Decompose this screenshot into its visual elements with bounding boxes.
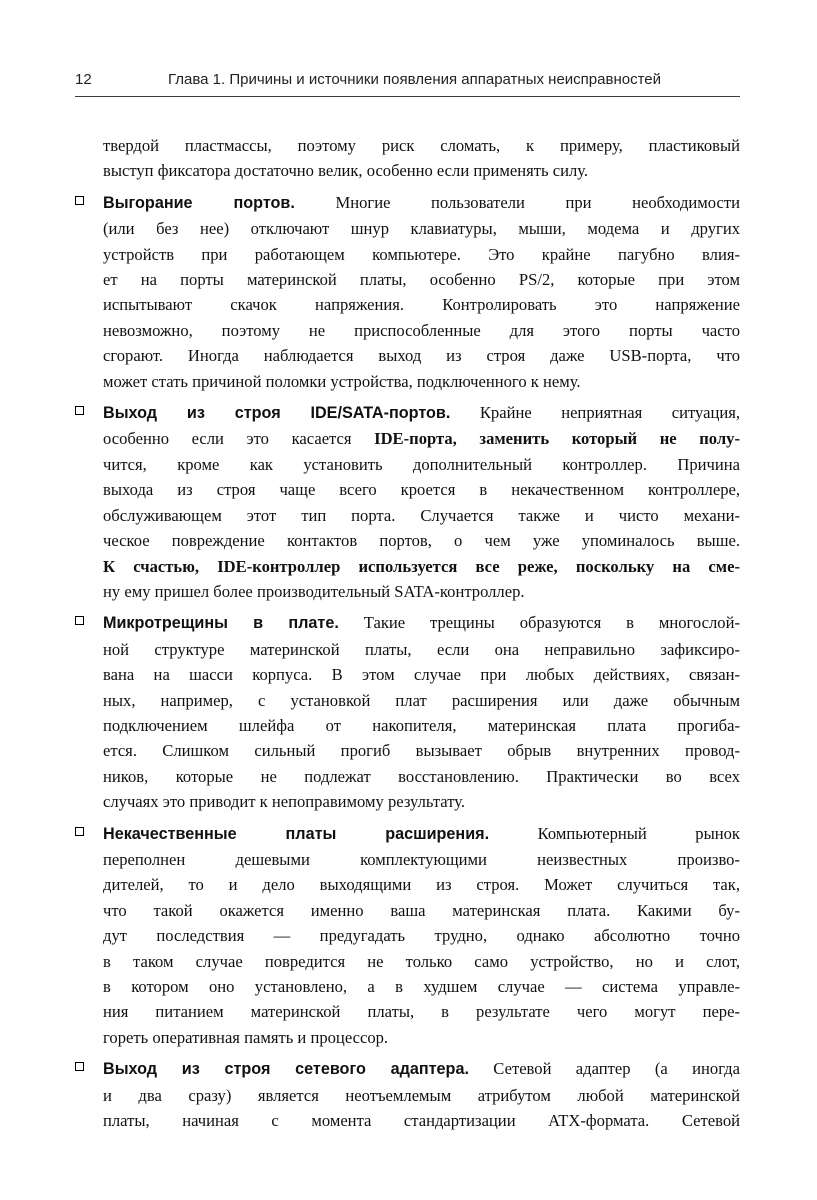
text-line <box>103 503 740 528</box>
text-run: (или без нее) отключают шнур клавиатуры, мыши, модема и других <box>103 219 740 239</box>
text-run: IDE-порта, заменить который не полу- <box>374 429 740 449</box>
text-line <box>103 579 740 604</box>
text-run: Крайне неприятная ситуация, <box>450 403 740 423</box>
text-run: ну ему пришел более производительный SATA-контроллер. <box>103 581 525 601</box>
item-title: Выход из строя сетевого адаптера. <box>103 1060 469 1079</box>
text-line <box>103 343 740 368</box>
text-run: и два сразу) является неотъемлемым атрибутом любой материнской <box>103 1085 740 1105</box>
text-run: подключением шлейфа от накопителя, материнская плата прогиба- <box>103 715 740 735</box>
text-line <box>103 637 740 662</box>
text-line <box>103 847 740 872</box>
text-line <box>103 292 740 317</box>
chapter-title: Глава 1. Причины и источники появления аппаратных неисправностей <box>168 71 661 88</box>
text-run: гореть оперативная память и процессор. <box>103 1027 389 1047</box>
text-line <box>103 949 740 974</box>
text-line <box>103 898 740 923</box>
list-item <box>103 190 740 394</box>
text-line <box>103 610 740 636</box>
text-run: ческое повреждение контактов портов, о чем уже упоминалось выше. <box>103 531 740 551</box>
text-run: обслуживающем этот тип порта. Случается также и чисто механи- <box>103 505 740 525</box>
paragraph-continuation <box>103 133 740 184</box>
text-line <box>103 318 740 343</box>
bullet-square-icon <box>75 406 84 415</box>
text-run: в таком случае повредится не только само устройство, но и слот, <box>103 951 740 971</box>
content <box>103 133 740 1139</box>
text-line <box>103 528 740 553</box>
bullet-square-icon <box>75 196 84 205</box>
list-item <box>103 821 740 1051</box>
list-item <box>103 1056 740 1133</box>
item-title: Некачественные платы расширения. <box>103 824 490 843</box>
text-run: выхода из строя чаще всего кроется в некачественном контроллере, <box>103 480 740 500</box>
text-run: устройств при работающем компьютере. Это крайне пагубно влия- <box>103 244 740 264</box>
text-line <box>103 554 740 579</box>
text-line <box>103 923 740 948</box>
text-run: твердой пластмассы, поэтому риск сломать, к примеру, пластиковый <box>103 136 740 155</box>
item-title: Выход из строя IDE/SATA-портов. <box>103 404 451 423</box>
list-item <box>103 610 740 814</box>
text-line <box>103 662 740 687</box>
text-run: сгорают. Иногда наблюдается выход из строя даже USB-порта, что <box>103 346 740 366</box>
text-run: ния питанием материнской платы, в результате чего могут пере- <box>103 1002 740 1022</box>
text-run: платы, начиная с момента стандартизации ATX-формата. Сетевой <box>103 1111 740 1131</box>
text-run: ет на порты материнской платы, особенно PS/2, которые при этом <box>103 270 740 290</box>
text-run: может стать причиной поломки устройства, подключенного к нему. <box>103 371 581 391</box>
text-run: ной структуре материнской платы, если она неправильно зафиксиро- <box>103 639 740 659</box>
item-title: Микротрещины в плате. <box>103 614 339 633</box>
text-run: Компьютерный рынок <box>489 823 740 843</box>
text-line <box>103 1108 740 1133</box>
text-line <box>103 688 740 713</box>
item-title: Выгорание портов. <box>103 193 295 212</box>
text-line <box>103 369 740 394</box>
text-line <box>103 1025 740 1050</box>
text-line <box>103 400 740 426</box>
text-run: особенно если это касается <box>103 429 375 449</box>
text-line <box>103 190 740 216</box>
text-line <box>103 821 740 847</box>
text-run: Многие пользователи при необходимости <box>294 192 740 212</box>
page-header <box>75 71 740 88</box>
text-line <box>103 133 740 158</box>
text-run: переполнен дешевыми комплектующими неизвестных произво- <box>103 849 740 869</box>
text-run: невозможно, поэтому не приспособленные для этого порты часто <box>103 320 740 340</box>
text-run: Такие трещины образуются в многослой- <box>338 613 740 633</box>
bullet-square-icon <box>75 827 84 836</box>
page-number: 12 <box>75 71 92 88</box>
text-line <box>103 242 740 267</box>
text-run: К счастью, IDE-контроллер используется все реже, поскольку на сме- <box>103 556 740 576</box>
text-line <box>103 426 740 451</box>
text-run: ников, которые не подлежат восстановлению. Практически во всех <box>103 766 740 786</box>
text-line <box>103 1056 740 1082</box>
bullet-square-icon <box>75 1062 84 1071</box>
text-run: Сетевой адаптер (а иногда <box>468 1059 740 1079</box>
header-rule <box>75 96 740 97</box>
text-run: вана на шасси корпуса. В этом случае при любых действиях, связан- <box>103 665 740 685</box>
text-run: что такой окажется именно ваша материнская плата. Какими бу- <box>103 900 740 920</box>
text-run: ных, например, с установкой плат расширения или даже обычным <box>103 690 740 710</box>
text-run: выступ фиксатора достаточно велик, особенно если применять силу. <box>103 161 589 181</box>
text-run: случаях это приводит к непоправимому результату. <box>103 792 466 812</box>
text-line <box>103 477 740 502</box>
text-line <box>103 452 740 477</box>
text-run: испытывают скачок напряжения. Контролировать это напряжение <box>103 295 740 315</box>
text-line <box>103 1083 740 1108</box>
text-run: чится, кроме как установить дополнительный контроллер. Причина <box>103 454 740 474</box>
text-line <box>103 738 740 763</box>
text-run: дут последствия — предугадать трудно, однако абсолютно точно <box>103 926 740 946</box>
text-run: в котором оно установлено, а в худшем случае — система управле- <box>103 977 740 996</box>
text-line <box>103 216 740 241</box>
list-item <box>103 400 740 604</box>
bullet-square-icon <box>75 616 84 625</box>
text-run: дителей, то и дело выходящими из строя. Может случиться так, <box>103 875 740 895</box>
text-run: ется. Слишком сильный прогиб вызывает обрыв внутренних провод- <box>103 741 740 761</box>
text-line <box>103 713 740 738</box>
text-line <box>103 999 740 1024</box>
text-line <box>103 267 740 292</box>
text-line <box>103 789 740 814</box>
text-line <box>103 872 740 897</box>
text-line <box>103 764 740 789</box>
text-line <box>103 158 740 183</box>
text-line <box>103 974 740 999</box>
